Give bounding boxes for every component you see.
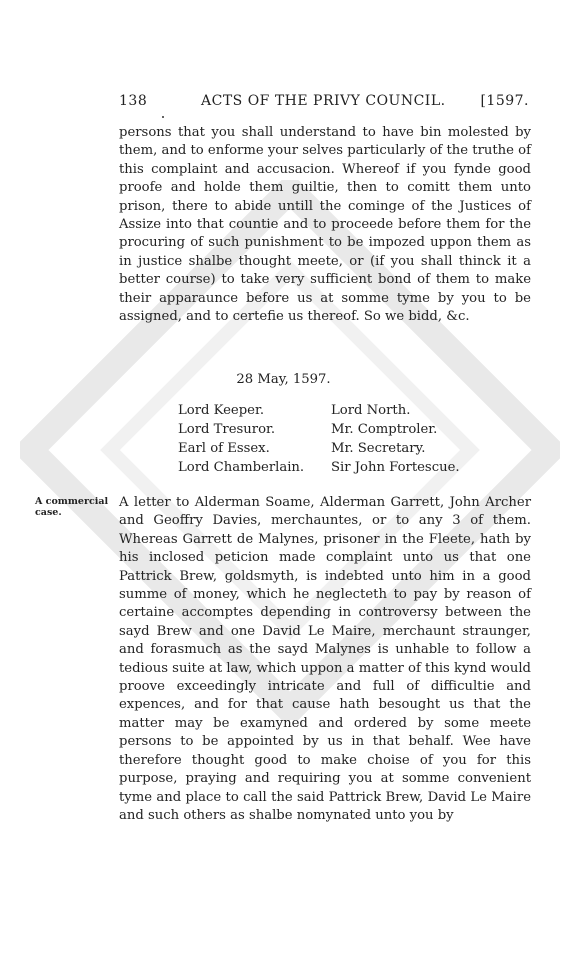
header-dot [162,116,164,118]
attendee: Lord North. [331,403,411,418]
margin-note: A commercial case. [35,496,109,518]
meeting-date: 28 May, 1597. [236,372,331,387]
running-year: [1597. [480,93,529,109]
page-number: 138 [119,93,148,109]
attendee: Lord Keeper. [178,403,265,418]
attendee: Sir John Fortescue. [331,460,460,475]
attendee: Lord Chamberlain. [178,460,305,475]
paragraph-letter: A letter to Alderman Soame, Alderman Garrett, John Archer and Geoffry Davies, merchauntes, or to any 3 of them. Whereas Garrett de Malynes, prisoner in the Fleete, hath by his inclosed peticion made complaint unto us that one Pattrick Brew, goldsmyth, is indebted unto him in a good summe of money, which he neglecteth to pay by reason of certaine accomptes depending in controversy between the sayd Brew and one David Le Maire, merchaunt straunger, and forasmuch as the sayd Malynes is unhable to follow a tedious suite at law, which uppon a matter of this kynd would proove exceedingly intricate and full of difficultie and expences, and for that cause hath besought us that the matter may be examyned and ordered by some meete persons to be appointed by us in that behalf. Wee have therefore thought good to make choise of you for this purpose, praying and requiring you at somme convenient tyme and place to call the said Pattrick Brew, David Le Maire and such others as shalbe nomynated unto you by [119,495,531,823]
attendee: Mr. Comptroler. [331,422,438,437]
paragraph-continued: persons that you shall understand to have bin molested by them, and to enforme your selves particularly of the truthe of this complaint and accusacion. Whereof if you fynde good proofe and holde them guiltie, then to comitt them unto prison, there to abide untill the cominge of the Justices of Assize into that countie and to proceede before them for the procuring of such punishment to be impozed uppon them as in justice shalbe thought meete, or (if you shall thinck it a better course) to take very sufficient bond of them to make their apparaunce before us at somme tyme by you to be assigned, and to certefie us thereof. So we bidd, &c. [119,125,531,325]
running-title: ACTS OF THE PRIVY COUNCIL. [201,93,446,109]
attendee: Earl of Essex. [178,441,270,456]
attendance-right-column [331,401,460,477]
running-header [119,93,529,113]
attendee: Lord Tresuror. [178,422,276,437]
attendee: Mr. Secretary. [331,441,426,456]
attendance-left-column [178,401,304,477]
